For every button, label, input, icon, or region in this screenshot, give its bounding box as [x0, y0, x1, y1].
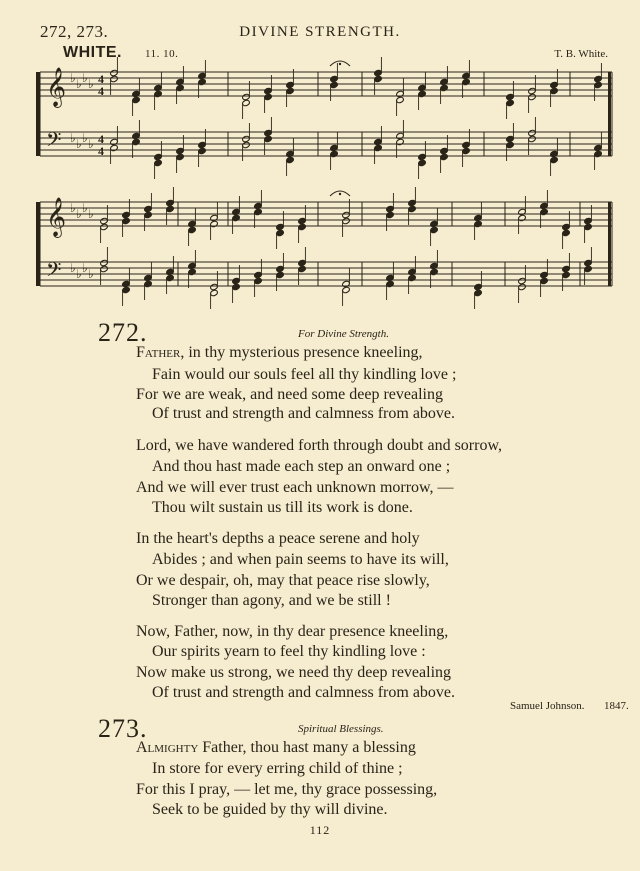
svg-text:♭: ♭: [88, 267, 94, 281]
svg-text:♭: ♭: [88, 137, 94, 151]
svg-text:♭: ♭: [88, 77, 94, 91]
hymn-272-line-11: Or we despair, oh, may that peace rise slowly,: [136, 572, 430, 589]
hymn-272-line-14: Our spirits yearn to feel thy kindling love :: [152, 643, 426, 660]
author-year: 1847.: [604, 700, 629, 712]
svg-text:♭: ♭: [82, 131, 88, 145]
tune-meter: 11. 10.: [145, 48, 179, 60]
svg-text:4: 4: [98, 84, 104, 98]
svg-text:♭: ♭: [82, 201, 88, 215]
hymn-numbers: 272, 273.: [40, 22, 109, 41]
hymn-272-line-12: Stronger than agony, and we be still !: [152, 592, 391, 609]
svg-text:𝄞: 𝄞: [46, 197, 67, 237]
svg-text:𝄞: 𝄞: [46, 67, 67, 107]
author-attribution: Samuel Johnson.: [510, 700, 585, 712]
svg-text:♭: ♭: [76, 267, 82, 281]
svg-text:♭: ♭: [70, 261, 76, 275]
hymn-272-line-6: And thou hast made each step an onward one ;: [152, 458, 451, 475]
svg-text:♭: ♭: [82, 261, 88, 275]
svg-text:♭: ♭: [76, 137, 82, 151]
hymn-272-line-7: And we will ever trust each unknown morrow, —: [136, 479, 454, 496]
svg-text:4: 4: [98, 72, 104, 86]
hymn-272-line-4: Of trust and strength and calmness from above.: [152, 405, 456, 422]
hymn-272-line-15: Now make us strong, we need thy deep revealing: [136, 664, 452, 681]
page-number: 112: [309, 823, 331, 837]
hymn-272-subtitle: For Divine Strength.: [298, 328, 389, 340]
svg-text:4: 4: [98, 144, 104, 158]
svg-text:♭: ♭: [70, 131, 76, 145]
svg-text:𝄢: 𝄢: [46, 128, 62, 156]
hymn-272-line-5: Lord, we have wandered forth through doubt and sorrow,: [136, 437, 502, 454]
hymn-272-line-10: Abides ; and when pain seems to have its will,: [152, 551, 449, 568]
hymn-272-line-2: Fain would our souls feel all thy kindling love ;: [152, 366, 457, 383]
page-title: DIVINE STRENGTH.: [239, 24, 401, 40]
hymn-273-subtitle: Spiritual Blessings.: [298, 723, 384, 735]
hymn-272-line-13: Now, Father, now, in thy dear presence kneeling,: [136, 623, 449, 640]
svg-text:4: 4: [98, 132, 104, 146]
hymn-272-line-16: Of trust and strength and calmness from above.: [152, 684, 456, 701]
svg-text:♭: ♭: [76, 207, 82, 221]
svg-text:♭: ♭: [70, 201, 76, 215]
hymn-272-number: 272.: [98, 318, 148, 347]
hymn-273-number: 273.: [98, 714, 148, 743]
svg-text:♭: ♭: [88, 207, 94, 221]
hymn-272-line-9: In the heart's depths a peace serene and holy: [136, 530, 420, 547]
music-score: [0, 0, 640, 310]
composer: T. B. White.: [554, 48, 608, 60]
hymn-272-line-1: Father, in thy mysterious presence kneeling,: [136, 344, 423, 361]
svg-text:♭: ♭: [76, 77, 82, 91]
svg-text:♭: ♭: [82, 71, 88, 85]
tune-name: WHITE.: [63, 44, 122, 61]
hymn-272-line-8: Thou wilt sustain us till its work is done.: [152, 499, 413, 516]
hymn-273-line-2: In store for every erring child of thine ;: [152, 760, 403, 777]
hymn-273-line-1: Almighty Father, thou hast many a blessing: [136, 739, 416, 756]
hymn-273-line-4: Seek to be guided by thy will divine.: [152, 801, 388, 818]
hymn-273-line-3: For this I pray, — let me, thy grace possessing,: [136, 781, 438, 798]
hymn-272-line-3: For we are weak, and need some deep revealing: [136, 386, 443, 403]
svg-text:♭: ♭: [70, 71, 76, 85]
svg-text:𝄢: 𝄢: [46, 258, 62, 286]
